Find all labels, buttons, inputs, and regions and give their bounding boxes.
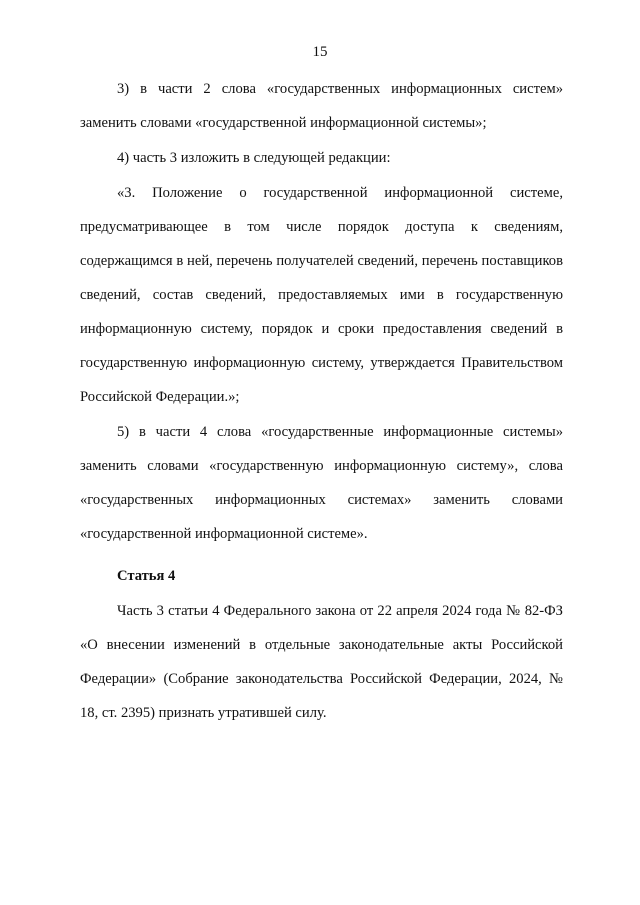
- paragraph-item-5: 5) в части 4 слова «государственные информационные системы» заменить словами «государственную информационную систему», слова «государственных информационных системах» заменить словами «государственной информационной системе».: [80, 424, 563, 542]
- paragraph-item-3: 3) в части 2 слова «государственных информационных систем» заменить словами «государственной информационной системы»;: [80, 81, 563, 131]
- article-paragraph: Часть 3 статьи 4 Федерального закона от 22 апреля 2024 года № 82-ФЗ «О внесении изменений в отдельные законодательные акты Российской Федерации» (Собрание законодательства Российской Федерации, 2024, № 18, ст. 2395) признать утратившей силу.: [80, 603, 563, 721]
- article-heading: Статья 4: [117, 568, 176, 584]
- page-number: 15: [312, 44, 328, 60]
- paragraph-new-part-3: «3. Положение о государственной информационной системе, предусматривающее в том числе порядок доступа к сведениям, содержащимся в ней, перечень получателей сведений, перечень поставщиков сведений, состав сведений, предоставляемых ими в государственную информационную систему, порядок и сроки предоставления сведений в государственную информационную систему, утверждается Правительством Российской Федерации.»;: [80, 185, 563, 405]
- document-body: [80, 72, 563, 730]
- paragraph-item-4: 4) часть 3 изложить в следующей редакции:: [117, 150, 391, 166]
